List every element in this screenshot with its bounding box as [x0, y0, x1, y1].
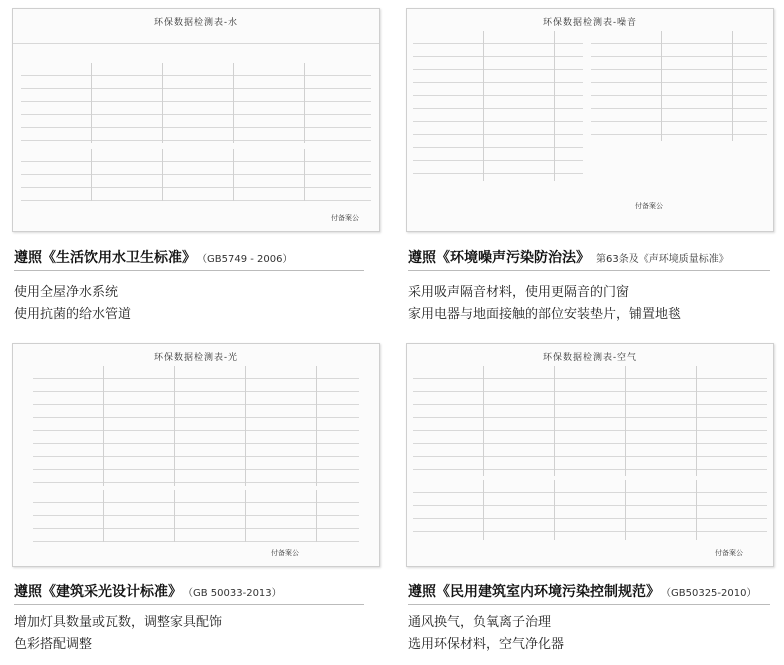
- description-line: 选用环保材料，空气净化器: [408, 637, 565, 652]
- divider: [14, 270, 364, 271]
- divider: [408, 604, 770, 605]
- standard-code: （GB5749 - 2006）: [202, 254, 293, 265]
- caption-air: [408, 581, 756, 601]
- description-light: [14, 612, 222, 656]
- caption-text: 遵照《民用建筑室内环境污染控制规范》: [408, 584, 660, 600]
- description-water: [14, 282, 131, 326]
- signature: 付备案公: [331, 214, 359, 222]
- description-line: 家用电器与地面接触的部位安装垫片，铺置地毯: [408, 307, 682, 322]
- description-line: 采用吸声隔音材料，使用更隔音的门窗: [408, 285, 630, 300]
- description-air: [408, 612, 564, 656]
- caption-text: 遵照《生活饮用水卫生标准》: [14, 250, 196, 266]
- sheet-title: 环保数据检测表-水: [153, 18, 239, 28]
- description-line: 色彩搭配调整: [14, 637, 93, 652]
- description-line: 通风换气，负氧离子治理: [408, 615, 552, 630]
- caption-noise: [408, 247, 729, 267]
- signature: 付备案公: [635, 202, 663, 210]
- signature: 付备案公: [715, 549, 743, 557]
- sheet-title: 环保数据检测表-噪音: [542, 18, 638, 28]
- air-test-sheet: [406, 343, 774, 567]
- divider: [408, 270, 770, 271]
- caption-text: 遵照《环境噪声污染防治法》: [408, 250, 590, 266]
- standard-code: （GB 50033-2013）: [188, 588, 282, 599]
- description-noise: [408, 282, 681, 326]
- water-test-sheet: [12, 8, 380, 232]
- standard-code: （GB50325-2010）: [666, 588, 757, 599]
- description-line: 使用全屋净水系统: [14, 285, 119, 300]
- caption-light: [14, 581, 282, 601]
- standard-code: 第63条及《声环境质量标准》: [596, 254, 729, 265]
- sheet-title: 环保数据检测表-空气: [542, 353, 638, 363]
- sheet-title: 环保数据检测表-光: [153, 353, 239, 363]
- description-line: 增加灯具数量或瓦数，调整家具配饰: [14, 615, 223, 630]
- caption-water: [14, 247, 292, 267]
- description-line: 使用抗菌的给水管道: [14, 307, 132, 322]
- noise-test-sheet: [406, 8, 774, 232]
- light-test-sheet: [12, 343, 380, 567]
- divider: [14, 604, 364, 605]
- signature: 付备案公: [271, 549, 299, 557]
- caption-text: 遵照《建筑采光设计标准》: [14, 584, 182, 600]
